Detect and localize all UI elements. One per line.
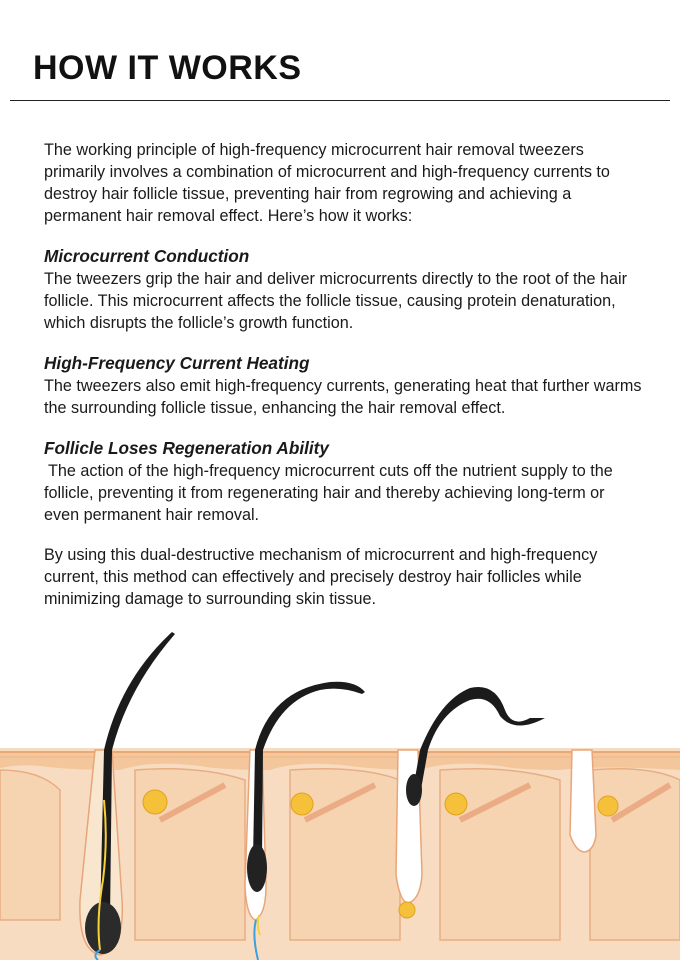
- hair-follicle-illustration: [0, 620, 680, 960]
- sebaceous-gland: [445, 793, 467, 815]
- section-follicle-regeneration: [44, 437, 644, 526]
- section-heading: Microcurrent Conduction: [44, 246, 250, 266]
- dermal-lobe: [590, 769, 680, 940]
- section-microcurrent-conduction: [44, 245, 644, 334]
- dermal-papilla: [399, 902, 415, 918]
- page-title: HOW IT WORKS: [33, 48, 302, 87]
- hair-bulb: [85, 902, 121, 954]
- hair-bulb: [247, 844, 267, 892]
- hair-bulb: [406, 774, 422, 806]
- title-divider: [10, 100, 670, 101]
- closing-paragraph: By using this dual-destructive mechanism of microcurrent and high-frequency current, this method can effectively and precisely destroy hair follicles while minimizing damage to surrounding skin tissue.: [44, 546, 598, 608]
- dermal-lobe: [0, 770, 60, 920]
- sebaceous-gland: [291, 793, 313, 815]
- section-body: The action of the high-frequency microcurrent cuts off the nutrient supply to the follicle, preventing it from regenerating hair and thereby achieving long-term or even permanent hair removal.: [44, 462, 613, 524]
- section-high-frequency-heating: [44, 352, 644, 419]
- section-body: The tweezers grip the hair and deliver microcurrents directly to the root of the hair follicle. This microcurrent affects the follicle tissue, causing protein denaturation, which disrupts the follicle’s growth function.: [44, 270, 628, 332]
- follicle-sheath: [570, 750, 596, 852]
- section-heading: Follicle Loses Regeneration Ability: [44, 438, 329, 458]
- sebaceous-gland: [143, 790, 167, 814]
- intro-paragraph: The working principle of high-frequency microcurrent hair removal tweezers primarily involves a combination of microcurrent and high-frequency currents to destroy hair follicle tissue, preventing hair from regrowing and achieving a permanent hair removal effect. Here’s how it works:: [44, 141, 610, 225]
- article-body: [44, 139, 644, 610]
- sebaceous-gland: [598, 796, 618, 816]
- section-heading: High-Frequency Current Heating: [44, 353, 310, 373]
- section-body: The tweezers also emit high-frequency currents, generating heat that further warms the surrounding follicle tissue, enhancing the hair removal effect.: [44, 377, 642, 417]
